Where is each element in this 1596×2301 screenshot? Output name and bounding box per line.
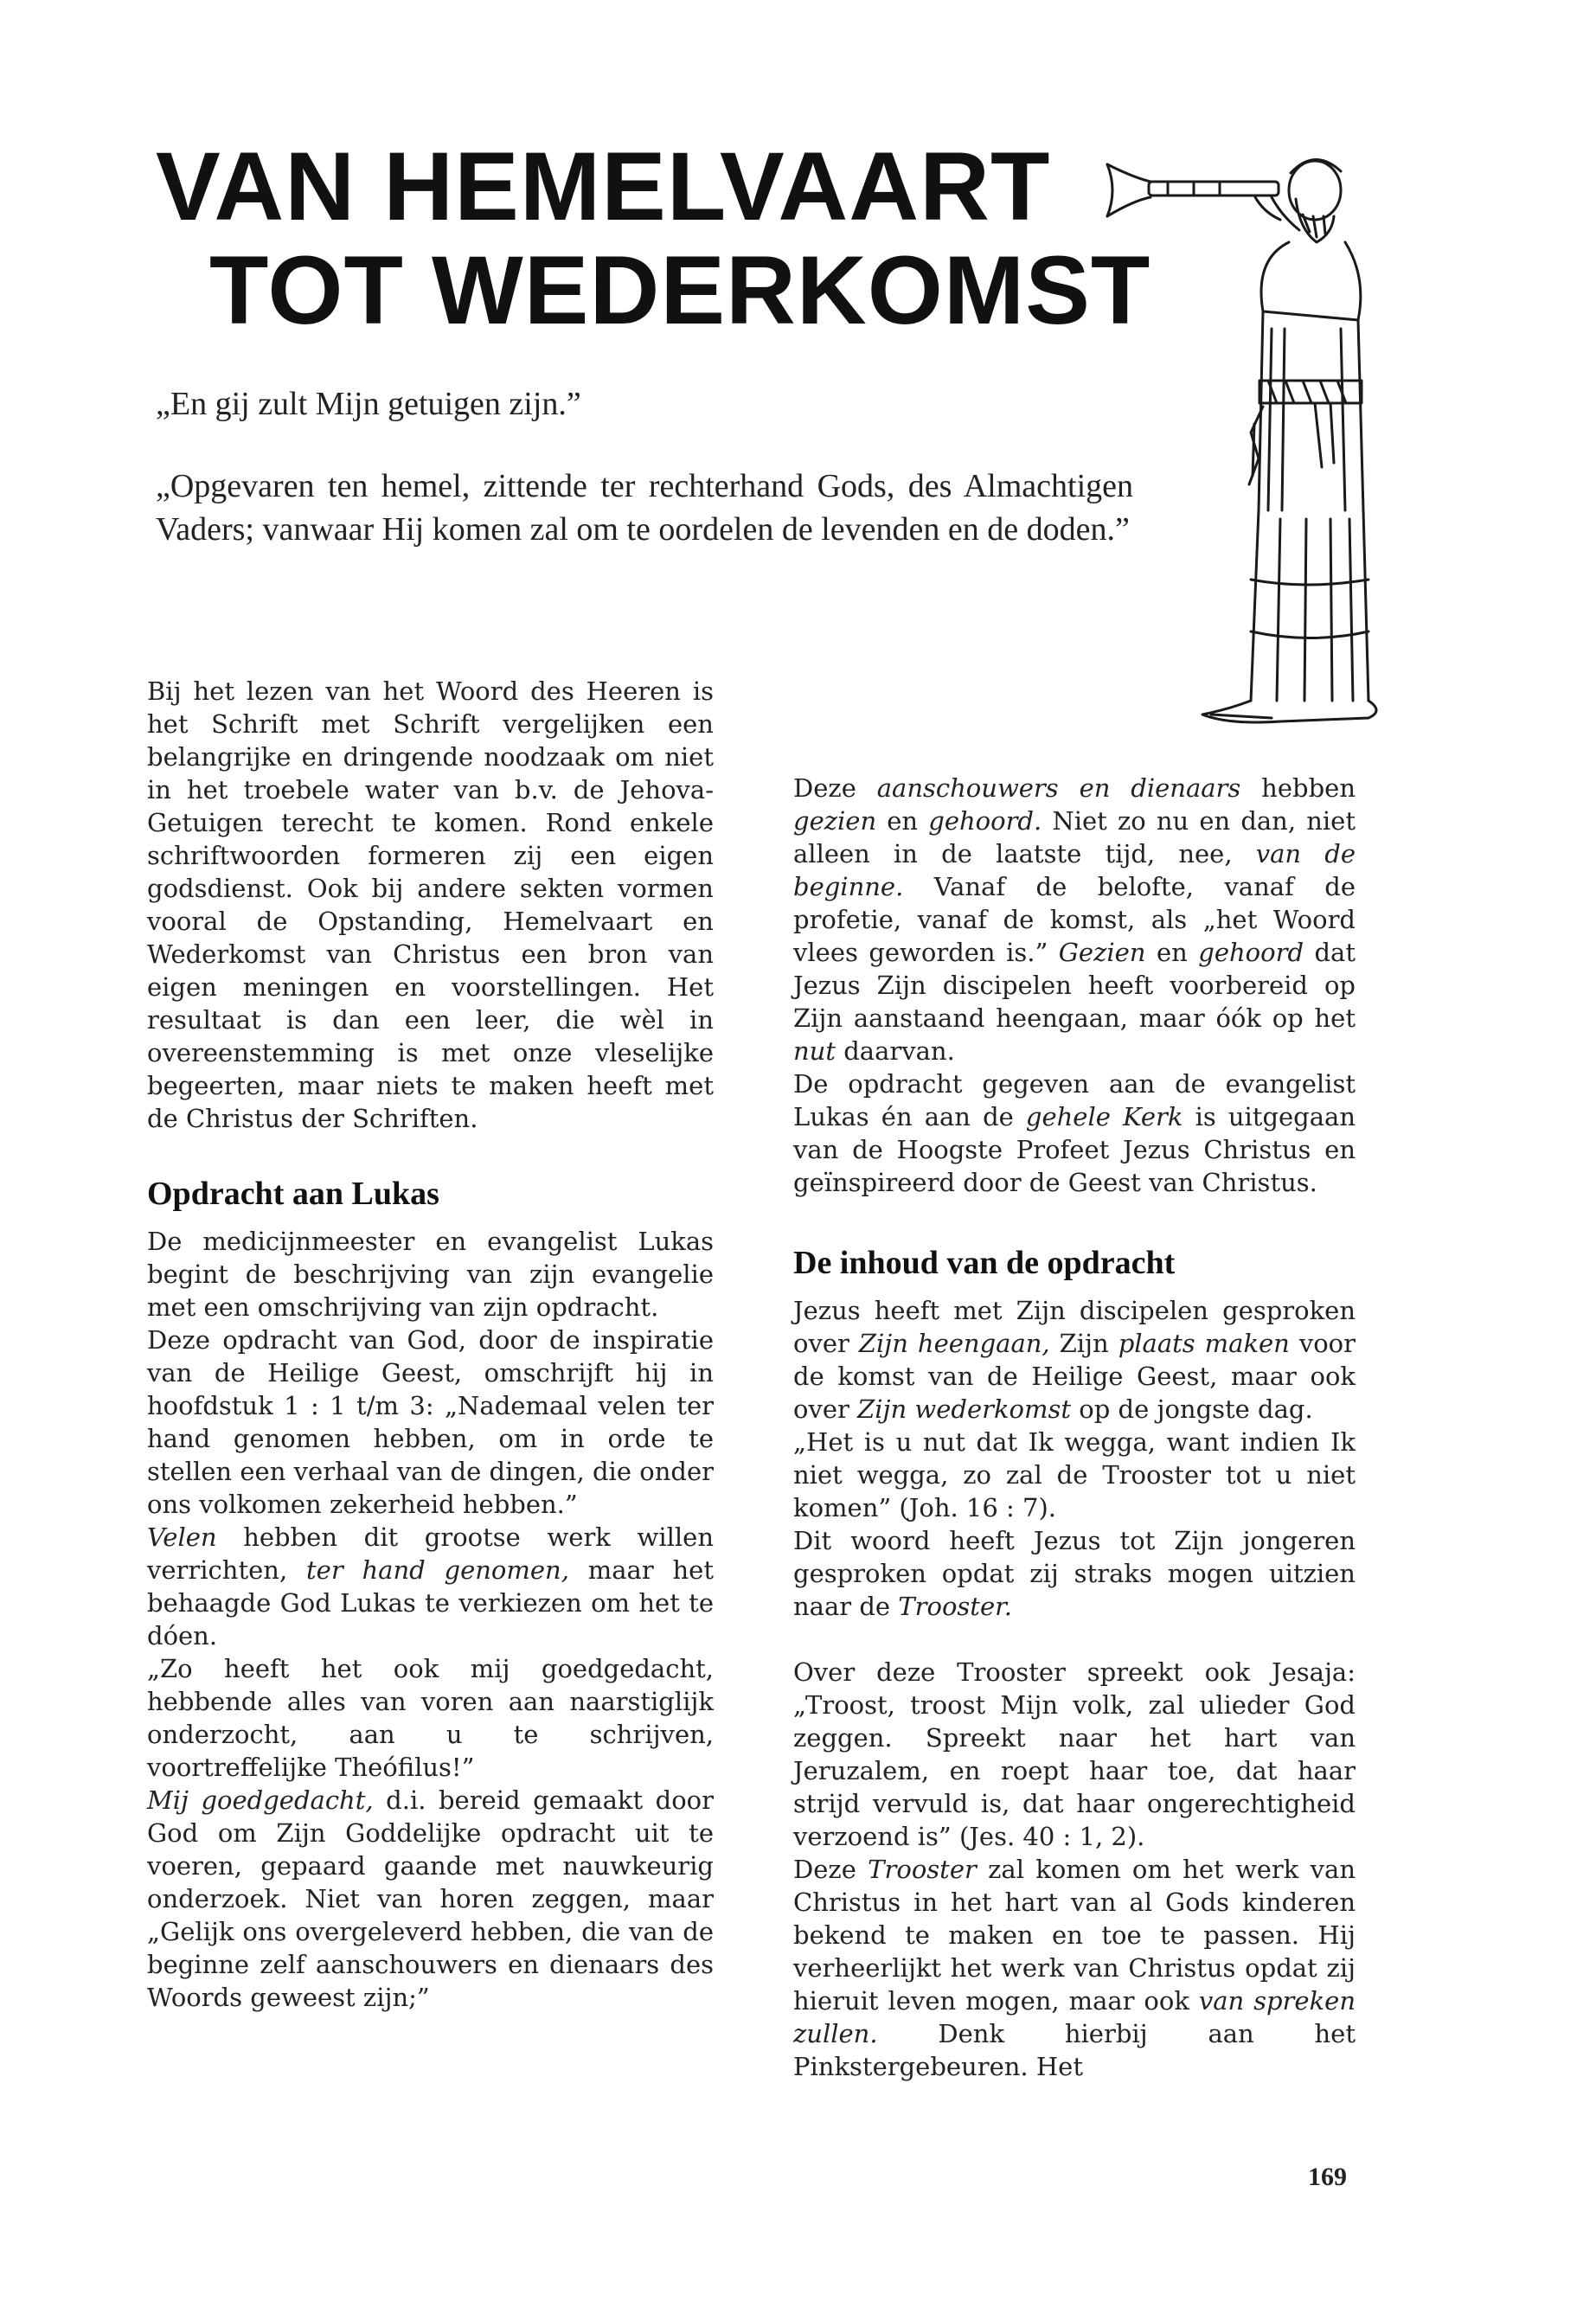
- emphasis: Zijn heengaan,: [858, 1329, 1050, 1358]
- text-span: De opdracht gegeven aan de evangelist Lukas én aan de: [793, 1069, 1356, 1131]
- text-span: daarvan.: [836, 1036, 955, 1066]
- text-span: en: [876, 806, 929, 836]
- right-paragraph-3: [793, 1294, 1356, 1426]
- text-span: Deze: [793, 773, 877, 803]
- intro-paragraph: Bij het lezen van het Woord des Heeren is het Schrift met Schrift vergelijken een belangrijke en dringende noodzaak om niet in het troebele water van b.v. de Jehova-Getuigen terecht te komen. Rond enkele schriftwoorden formeren zij een eigen godsdienst. Ook bij andere sekten vormen vooral de Opstanding, Hemelvaart en Wederkomst van Christus een bron van eigen meningen en voorstellingen. Het resultaat is dan een leer, die wèl in overeenstemming is met onze vleselijke begeerten, maar niets te maken heeft met de Christus der Schriften.: [147, 676, 714, 1133]
- trumpeter-icon: [1099, 147, 1384, 744]
- emphasis: Velen: [147, 1522, 217, 1552]
- right-paragraph-2: [793, 1067, 1356, 1199]
- title-line-2: TOT WEDERKOMST: [209, 236, 1151, 344]
- emphasis: plaats maken: [1118, 1329, 1290, 1358]
- text-span: Vanaf de belofte, vanaf de profetie, vanaf de komst, als „het Woord vlees geworden is.”: [793, 872, 1356, 967]
- emphasis: ter hand genomen,: [306, 1555, 569, 1585]
- text-span: op de jongste dag.: [1071, 1394, 1313, 1424]
- emphasis: nut: [793, 1036, 836, 1066]
- left-paragraph-2: Deze opdracht van God, door de inspiratie van de Heilige Geest, omschrijft hij in hoofdstuk 1 : 1 t/m 3: „Nademaal velen ter hand genomen hebben, om in orde te stellen een verhaal van de dingen, die onder ons volkomen zekerheid hebben.”: [147, 1325, 714, 1519]
- emphasis: Zijn wederkomst: [857, 1394, 1072, 1424]
- right-paragraph-5: [793, 1524, 1356, 1623]
- emphasis: gezien: [793, 806, 877, 836]
- heading-opdracht-aan-lukas: Opdracht aan Lukas: [147, 1176, 439, 1212]
- text-span: d.i. bereid gemaakt door God om Zijn Goddelijke opdracht uit te voeren, gepaard gaande met nauwkeurig onderzoek. Niet van horen zeggen, maar „Gelijk ons overgeleverd hebben, die van de beginne zelf aanschouwers en dienaars des Woords geweest zijn;”: [147, 1785, 714, 2012]
- text-span: Zijn: [1049, 1329, 1118, 1358]
- text-span: Denk hierbij aan het Pinkstergebeuren. Het: [793, 2019, 1356, 2081]
- emphasis: Gezien: [1058, 938, 1146, 967]
- text-span: hebben: [1240, 773, 1356, 803]
- text-span: Niet zo nu en dan, niet alleen in de laatste tijd, nee,: [793, 806, 1356, 868]
- left-paragraph-3: [147, 1521, 714, 1652]
- right-paragraph-6: Over deze Trooster spreekt ook Jesaja: „Troost, troost Mijn volk, zal ulieder God zeggen. Spreekt naar het hart van Jeruzalem, en roept haar toe, dat haar strijd vervuld is, dat haar ongerechtigheid verzoend is” (Jes. 40 : 1, 2).: [793, 1657, 1356, 1851]
- text-span: Dit woord heeft Jezus tot Zijn jongeren gesproken opdat zij straks mogen uitzien naar de: [793, 1526, 1356, 1621]
- text-span: Deze: [793, 1855, 869, 1884]
- text-span: Jezus heeft met Zijn discipelen gesproken over: [793, 1296, 1356, 1358]
- intro-quote-1: „En gij zult Mijn getuigen zijn.”: [156, 386, 581, 422]
- text-span: hebben dit grootse werk willen verrichten,: [147, 1522, 714, 1585]
- left-paragraph-4: „Zo heeft het ook mij goedgedacht, hebbende alles van voren aan naarstiglijk onderzocht, aan u te schrijven, voortreffelijke Theófilus!”: [147, 1654, 714, 1782]
- text-span: en: [1145, 938, 1199, 967]
- text-span: dat Jezus Zijn discipelen heeft voorbereid op Zijn aanstaand heengaan, maar óók op het: [793, 938, 1356, 1033]
- left-column: [147, 675, 714, 2014]
- emphasis: Trooster.: [898, 1592, 1013, 1621]
- emphasis: Mij goedgedacht,: [147, 1785, 374, 1815]
- text-span: maar het behaagde God Lukas te verkiezen om het te dóen.: [147, 1555, 714, 1650]
- text-span: voor de komst van de Heilige Geest, maar ook over: [793, 1329, 1356, 1424]
- intro-quote-2: „Opgevaren ten hemel, zittende ter rechterhand Gods, des Almachtigen Vaders; vanwaar Hij komen zal om te oordelen de levenden en de doden.”: [156, 468, 1133, 548]
- emphasis: gehoord: [1198, 938, 1304, 967]
- right-paragraph-4: „Het is u nut dat Ik wegga, want indien Ik niet wegga, zo zal de Trooster tot u niet komen” (Joh. 16 : 7).: [793, 1427, 1356, 1522]
- emphasis: gehele Kerk: [1025, 1102, 1183, 1131]
- text-span: zal komen om het werk van Christus in het hart van al Gods kinderen bekend te maken en toe te passen. Hij verheerlijkt het werk van Christus opdat zij hieruit leven mogen, maar ook: [793, 1855, 1356, 2016]
- page-number: 169: [1308, 2163, 1347, 2191]
- emphasis: aanschouwers en dienaars: [876, 773, 1241, 803]
- right-paragraph-1: [793, 772, 1356, 1067]
- heading-inhoud-van-de-opdracht: De inhoud van de opdracht: [793, 1245, 1176, 1281]
- title-line-1: VAN HEMELVAART: [156, 132, 1051, 240]
- emphasis: gehoord.: [928, 806, 1042, 836]
- emphasis: Trooster: [868, 1855, 977, 1884]
- left-paragraph-5: [147, 1784, 714, 2014]
- right-column: [793, 772, 1356, 2083]
- emphasis: van de beginne.: [793, 839, 1356, 901]
- left-paragraph-1: De medicijnmeester en evangelist Lukas begint de beschrijving van zijn evangelie met een omschrijving van zijn opdracht.: [147, 1227, 714, 1322]
- emphasis: van spreken zullen.: [793, 1986, 1356, 2048]
- right-paragraph-7: [793, 1853, 1356, 2083]
- text-span: is uitgegaan van de Hoogste Profeet Jezus Christus en geïnspireerd door de Geest van Christus.: [793, 1102, 1356, 1197]
